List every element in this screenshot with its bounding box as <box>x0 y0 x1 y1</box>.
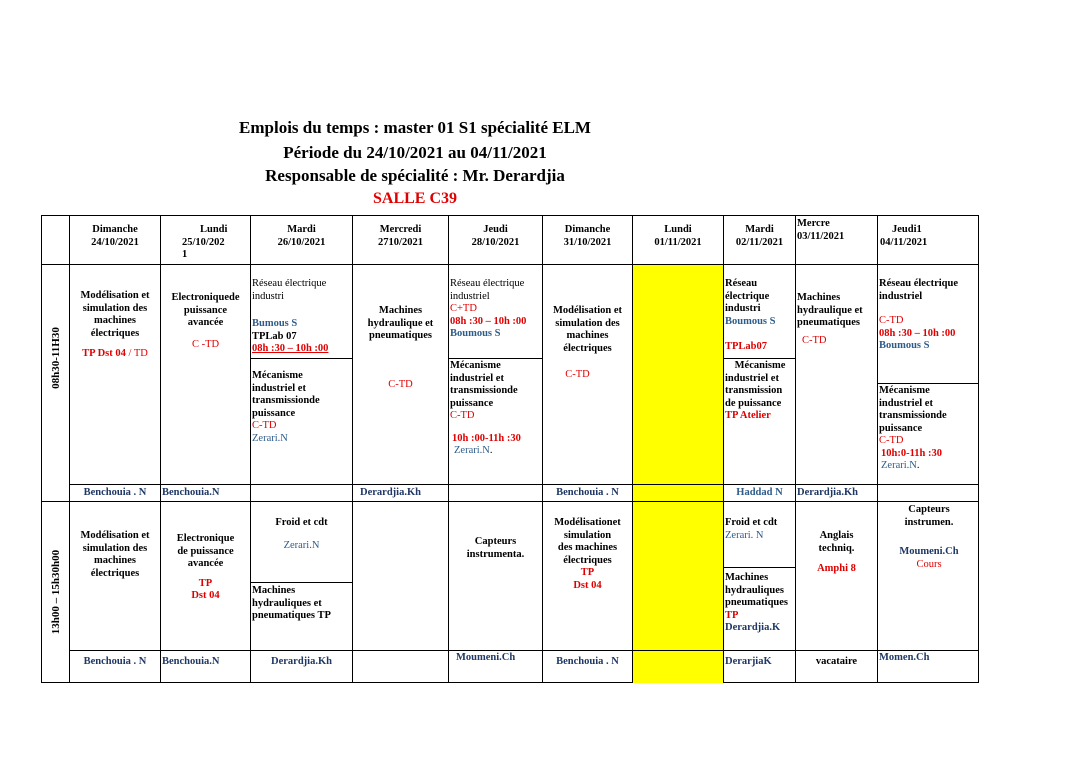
title-line-2: Période du 24/10/2021 au 04/11/2021 <box>283 143 547 162</box>
teacher-cell: Benchouia.N <box>162 656 220 667</box>
course-cell: Mécanisme industriel et transmissionde puissance C-TD 10h :00-11h :30 Zerari.N. <box>450 360 521 456</box>
course-cell: Machines hydraulique et pneumatiques C-TD <box>367 305 434 390</box>
schedule-table <box>41 215 979 683</box>
teacher-cell: vacataire <box>815 656 858 667</box>
course-cell: Electronique de puissance avancée TP Dst 04 <box>176 533 235 601</box>
course-cell: Réseau électrique industriel C-TD 08h :30 – 10h :00 Boumous S <box>879 278 959 351</box>
teacher-cell: Haddad N <box>736 487 783 498</box>
day-header-7: Mardi 02/11/2021 <box>735 224 784 248</box>
course-cell: Mécanisme industriel et transmissionde puissance C-TD Zerari.N <box>252 370 320 444</box>
teacher-cell: Derardjia.Kh <box>271 656 332 667</box>
teacher-cell: Momen.Ch <box>879 652 930 663</box>
highlight-column-morning <box>633 264 723 501</box>
day-header-0: Dimanche 24/10/2021 <box>91 224 139 248</box>
highlight-column-afternoon <box>633 502 723 683</box>
teacher-cell: Derardjia.Kh <box>797 487 858 498</box>
course-cell: Réseau électrique industriel C+TD 08h :30 – 10h :00 Boumous S <box>450 278 527 339</box>
course-cell: Capteurs instrumen. Moumeni.Ch Cours <box>899 504 959 570</box>
course-cell: Froid et cdt Zerari.N <box>275 517 328 551</box>
teacher-cell: DerarjiaK <box>725 656 772 667</box>
day-header-1: Lundi 25/10/202 1 <box>182 224 228 260</box>
teacher-cell: Derardjia.Kh <box>360 487 421 498</box>
course-cell: Modélisationet simulation des machines électriques TP Dst 04 <box>554 517 621 591</box>
course-cell: Electroniquede puissance avancée C -TD <box>171 292 240 350</box>
course-cell: Machines hydrauliques pneumatiques TP Derardjia.K <box>725 572 789 633</box>
day-header-8: Mercre 03/11/2021 <box>797 218 845 242</box>
teacher-cell: Benchouia . N <box>83 487 147 498</box>
course-cell: Machines hydrauliques et pneumatiques TP <box>252 585 331 621</box>
time-slot-morning: 08h30-11H30 <box>50 327 62 389</box>
teacher-cell: Benchouia.N <box>162 487 220 498</box>
title-line-3: Responsable de spécialité : Mr. Derardjia <box>265 166 565 185</box>
course-cell: Réseau électrique industri Bumous S TPLab 07 08h :30 – 10h :00 <box>252 278 329 354</box>
course-cell: Modélisation et simulation des machines électriques C-TD <box>552 305 623 380</box>
day-header-4: Jeudi 28/10/2021 <box>471 224 520 248</box>
room-label: SALLE C39 <box>372 190 458 207</box>
course-cell: Modélisation et simulation des machines électriques <box>80 530 150 579</box>
course-cell: Froid et cdt Zerari. N <box>725 517 778 541</box>
course-cell: Mécanisme industriel et transmission de puissance TP Atelier <box>725 360 786 421</box>
day-header-9: Jeudi1 04/11/2021 <box>880 224 928 248</box>
day-header-5: Dimanche 31/10/2021 <box>563 224 612 248</box>
title-line-1: Emplois du temps : master 01 S1 spécialité ELM <box>239 118 591 137</box>
course-cell: Mécanisme industriel et transmissionde puissance C-TD 10h:0-11h :30 Zerari.N. <box>879 385 947 471</box>
teacher-cell: Benchouia . N <box>83 656 147 667</box>
course-cell: Modélisation et simulation des machines électriques TP Dst 04 / TD <box>80 290 150 359</box>
course-cell: Anglais techniq. Amphi 8 <box>817 530 856 574</box>
time-slot-afternoon: 13h00 – 15h30h00 <box>50 549 62 635</box>
day-header-2: Mardi 26/10/2021 <box>277 224 326 248</box>
course-cell: Capteurs instrumenta. <box>466 536 525 560</box>
day-header-6: Lundi 01/11/2021 <box>654 224 702 248</box>
day-header-3: Mercredi 2710/2021 <box>378 224 423 248</box>
teacher-cell: Benchouia . N <box>556 487 619 498</box>
course-cell: Réseau électrique industri Boumous S TPLab07 <box>725 278 776 352</box>
teacher-cell: Benchouia . N <box>556 656 619 667</box>
teacher-cell: Moumeni.Ch <box>456 652 516 663</box>
course-cell: Machines hydraulique et pneumatiques C-TD <box>797 292 863 346</box>
